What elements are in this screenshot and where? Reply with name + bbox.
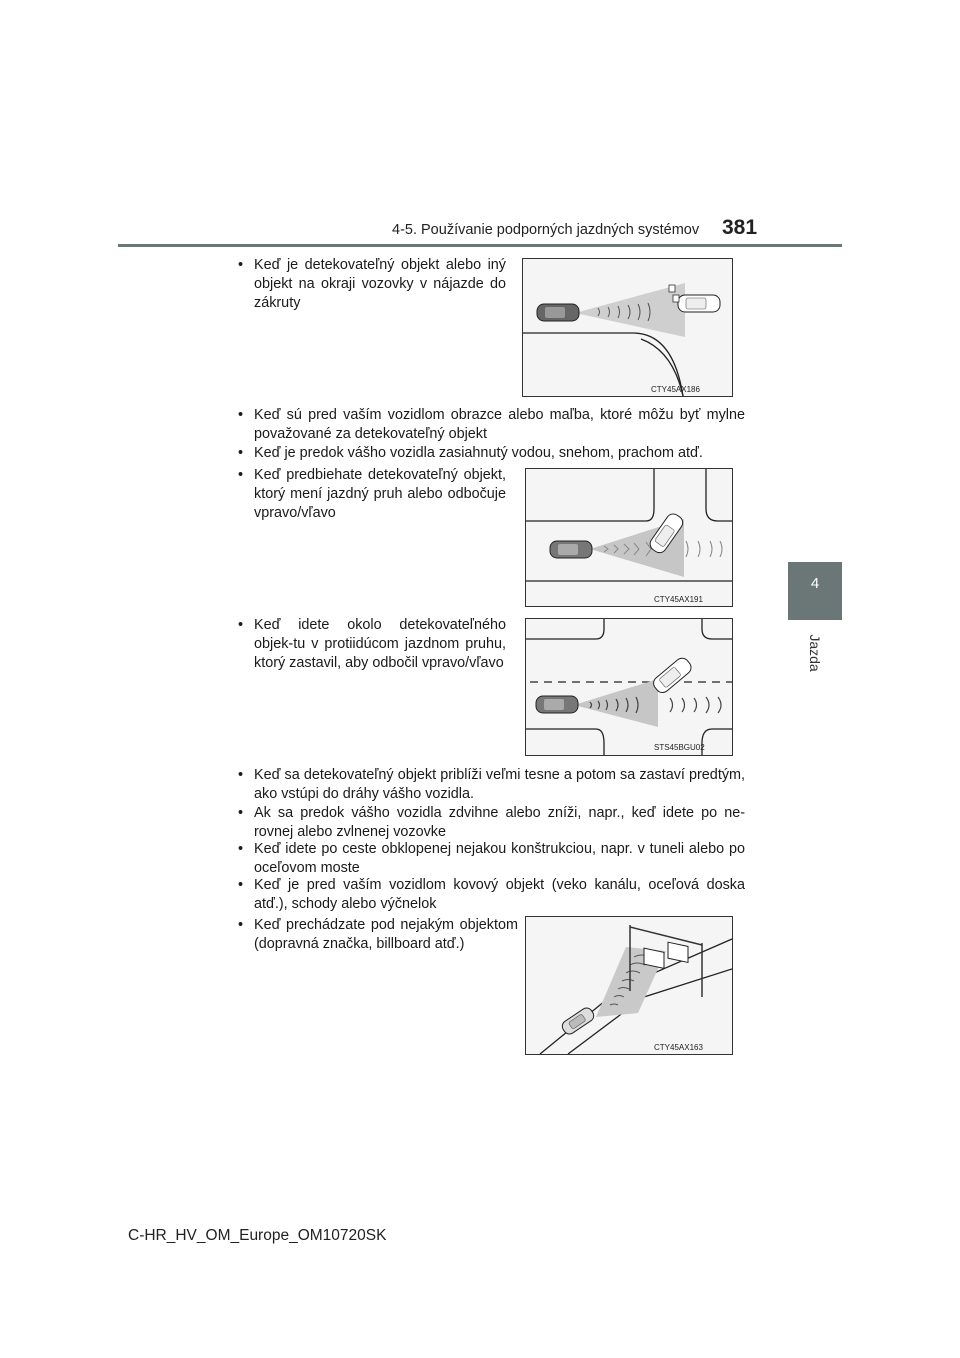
bullet-marker: •: [238, 407, 244, 423]
list-item-text: Keď je predok vášho vozidla zasiahnutý vodou, snehom, prachom atď.: [254, 445, 703, 461]
figure-code: CTY45AX191: [654, 595, 703, 604]
document-id: C-HR_HV_OM_Europe_OM10720SK: [128, 1227, 387, 1244]
list-item: [238, 466, 506, 523]
list-item: [238, 916, 518, 954]
header-divider: [118, 244, 842, 247]
page-number: 381: [722, 216, 758, 239]
figure-curve-illustration: [523, 259, 732, 396]
chapter-label: Jazda: [807, 634, 823, 672]
list-item: [238, 766, 745, 804]
list-item-text: Ak sa predok vášho vozidla zdvihne alebo zníži, napr., keď idete po ne-rovnej alebo zvlnenej vozovke: [254, 805, 745, 840]
list-item: [238, 616, 506, 673]
list-item: [238, 840, 745, 878]
list-item-text: Keď sú pred vaším vozidlom obrazce alebo maľba, ktoré môžu byť mylne považované za detekovateľný objekt: [254, 407, 745, 442]
bullet-marker: •: [238, 917, 244, 933]
list-item-text: Keď sa detekovateľný objekt priblíži veľmi tesne a potom sa zastaví predtým, ako vstúpi do dráhy vášho vozidla.: [254, 767, 745, 802]
list-item-text: Keď predbiehate detekovateľný objekt, ktorý mení jazdný pruh alebo odbočuje vpravo/vľavo: [254, 467, 506, 521]
bullet-marker: •: [238, 805, 244, 821]
figure-overtaking-illustration: [526, 469, 732, 606]
figure-code: CTY45AX163: [654, 1043, 703, 1052]
bullet-marker: •: [238, 445, 244, 461]
list-item-text: Keď je pred vaším vozidlom kovový objekt (veko kanálu, oceľová doska atď.), schody alebo výčnelok: [254, 877, 745, 912]
list-item-text: Keď idete po ceste obklopenej nejakou konštrukciou, napr. v tuneli alebo po oceľovom moste: [254, 841, 745, 876]
list-item: [238, 406, 745, 444]
bullet-marker: •: [238, 767, 244, 783]
bullet-marker: •: [238, 841, 244, 857]
list-item: [238, 804, 745, 842]
figure-code: STS45BGU02: [654, 743, 705, 752]
figure-overhead-sign: [525, 916, 733, 1055]
list-item: [238, 444, 745, 463]
list-item-text: Keď idete okolo detekovateľného objek-tu v protiidúcom jazdnom pruhu, ktorý zastavil, aby odbočil vpravo/vľavo: [254, 617, 506, 671]
chapter-label-box: [782, 628, 848, 678]
figure-oncoming: [525, 618, 733, 756]
list-item-text: Keď je detekovateľný objekt alebo iný objekt na okraji vozovky v nájazde do zákruty: [254, 257, 506, 311]
list-item: [238, 256, 506, 313]
figure-code: CTY45AX186: [651, 385, 700, 394]
bullet-marker: •: [238, 617, 244, 633]
bullet-marker: •: [238, 467, 244, 483]
figure-curve: [522, 258, 733, 397]
list-item: [238, 876, 745, 914]
figure-overtaking: [525, 468, 733, 607]
chapter-number: 4: [810, 575, 820, 592]
chapter-tab[interactable]: [788, 562, 842, 620]
bullet-marker: •: [238, 877, 244, 893]
list-item-text: Keď prechádzate pod nejakým objektom (dopravná značka, billboard atď.): [254, 917, 518, 952]
section-title: 4-5. Používanie podporných jazdných systémov: [392, 222, 700, 238]
bullet-marker: •: [238, 257, 244, 273]
figure-overhead-sign-illustration: [526, 917, 732, 1054]
figure-oncoming-illustration: [526, 619, 732, 755]
